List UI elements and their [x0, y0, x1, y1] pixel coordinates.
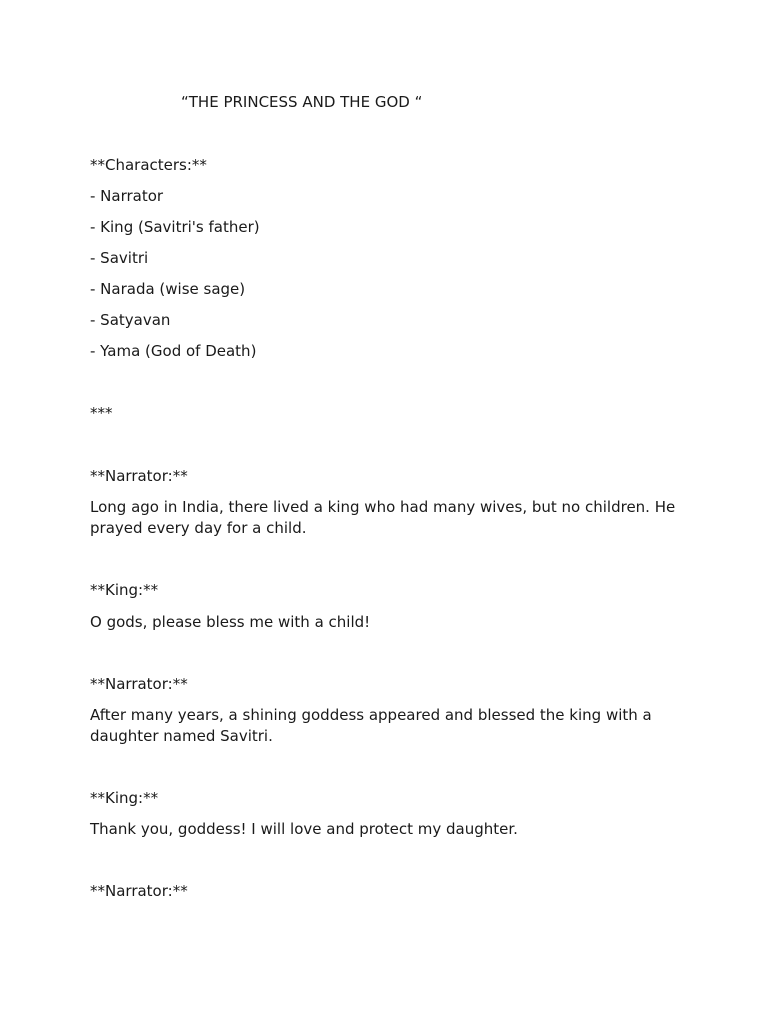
document-title: “THE PRINCESS AND THE GOD “: [181, 93, 423, 111]
character-item: - Narrator: [90, 187, 164, 205]
speaker-label: **King:**: [90, 581, 159, 599]
character-item: - Satyavan: [90, 311, 171, 329]
section-separator: ***: [90, 404, 113, 422]
characters-heading: **Characters:**: [90, 156, 207, 174]
dialogue-text: O gods, please bless me with a child!: [90, 613, 371, 631]
dialogue-text: Long ago in India, there lived a king who had many wives, but no children. He prayed every day for a child.: [90, 498, 676, 537]
character-item: - Narada (wise sage): [90, 280, 246, 298]
character-item: - Savitri: [90, 249, 149, 267]
speaker-label: **Narrator:**: [90, 882, 188, 900]
speaker-label: **Narrator:**: [90, 675, 188, 693]
dialogue-text: After many years, a shining goddess appeared and blessed the king with a daughter named Savitri.: [90, 706, 652, 745]
character-item: - King (Savitri's father): [90, 218, 260, 236]
speaker-label: **Narrator:**: [90, 467, 188, 485]
dialogue-text: Thank you, goddess! I will love and protect my daughter.: [90, 820, 518, 838]
character-item: - Yama (God of Death): [90, 342, 257, 360]
speaker-label: **King:**: [90, 789, 159, 807]
